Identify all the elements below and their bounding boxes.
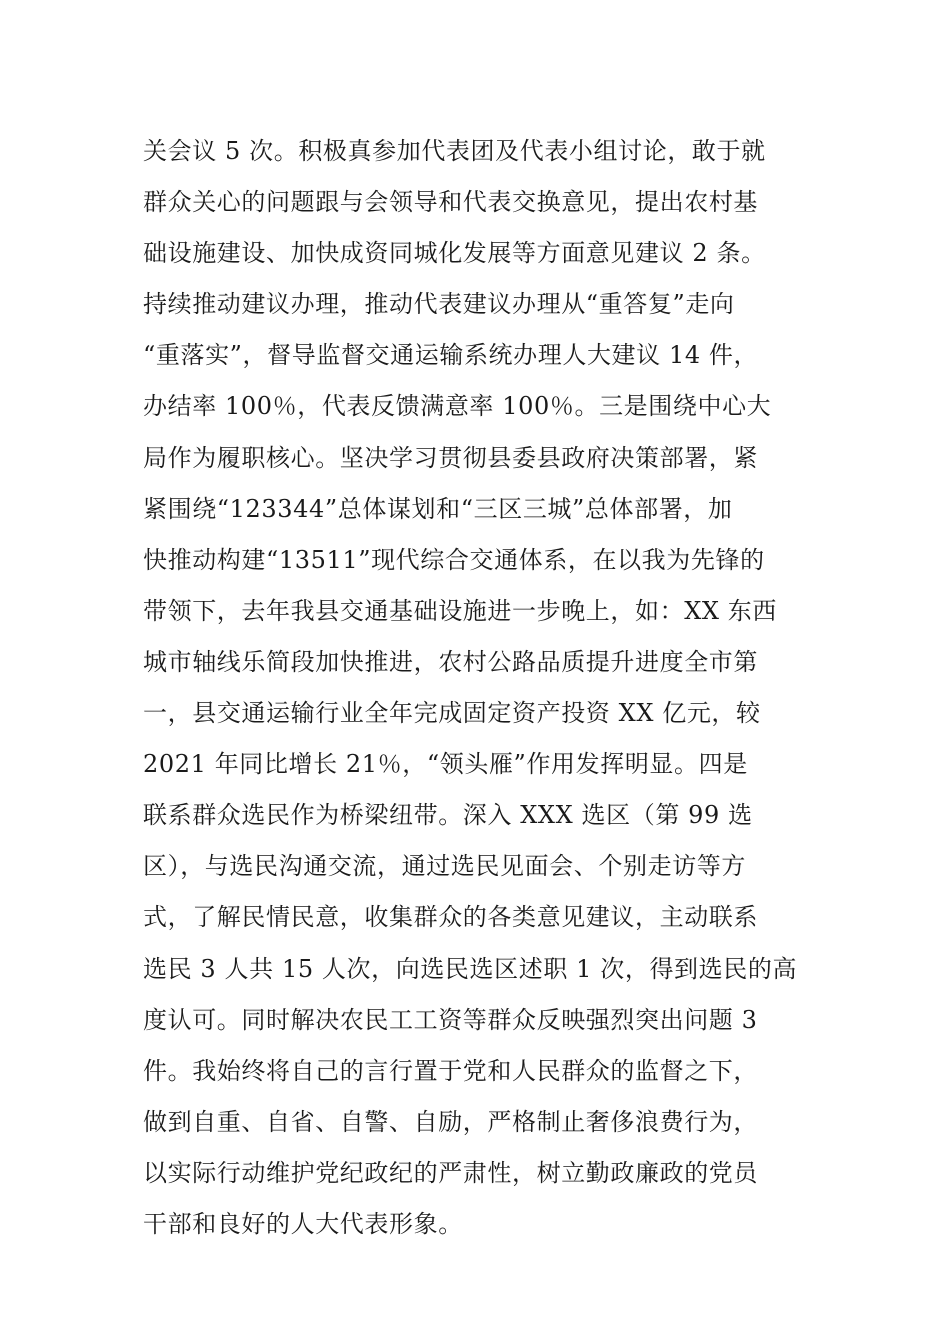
text-line: 关会议 5 次。积极真参加代表团及代表小组讨论，敢于就	[143, 137, 766, 165]
text-line: 做到自重、自省、自警、自励，严格制止奢侈浪费行为，	[143, 1107, 758, 1136]
text-line: 紧围绕“123344”总体谋划和“三区三城”总体部署，加	[143, 494, 733, 523]
text-line: 2021 年同比增长 21％，“领头雁”作用发挥明显。四是	[143, 750, 748, 779]
text-line: 联系群众选民作为桥梁纽带。深入 XXX 选区（第 99 选	[143, 801, 753, 830]
text-line: 办结率 100％，代表反馈满意率 100％。三是围绕中心大	[143, 392, 772, 421]
text-line: 度认可。同时解决农民工工资等群众反映强烈突出问题 3	[143, 1005, 758, 1034]
text-line: 持续推动建议办理，推动代表建议办理从“重答复”走向	[143, 290, 735, 319]
text-line: 带领下，去年我县交通基础设施进一步晚上，如：XX 东西	[143, 596, 777, 625]
text-line: “重落实”，督导监督交通运输系统办理人大建议 14 件，	[143, 341, 759, 370]
text-line: 以实际行动维护党纪政纪的严肃性，树立勤政廉政的党员	[143, 1158, 758, 1187]
text-line: 干部和良好的人大代表形象。	[143, 1209, 463, 1238]
body-paragraph	[143, 126, 823, 1250]
text-line: 础设施建设、加快成资同城化发展等方面意见建议 2 条。	[143, 239, 766, 268]
text-line: 城市轴线乐简段加快推进，农村公路品质提升进度全市第	[143, 647, 758, 676]
text-line: 区），与选民沟通交流，通过选民见面会、个别走访等方	[143, 852, 746, 881]
text-line: 一，县交通运输行业全年完成固定资产投资 XX 亿元，较	[143, 699, 761, 728]
text-line: 快推动构建“13511”现代综合交通体系，在以我为先锋的	[143, 545, 765, 574]
text-line: 式，了解民情民意，收集群众的各类意见建议，主动联系	[143, 903, 758, 932]
text-line: 局作为履职核心。坚决学习贯彻县委县政府决策部署，紧	[143, 443, 758, 472]
text-line: 选民 3 人共 15 人次，向选民选区述职 1 次，得到选民的高	[143, 954, 798, 983]
text-line: 群众关心的问题跟与会领导和代表交换意见，提出农村基	[143, 188, 758, 217]
text-line: 件。我始终将自己的言行置于党和人民群众的监督之下，	[143, 1056, 758, 1085]
